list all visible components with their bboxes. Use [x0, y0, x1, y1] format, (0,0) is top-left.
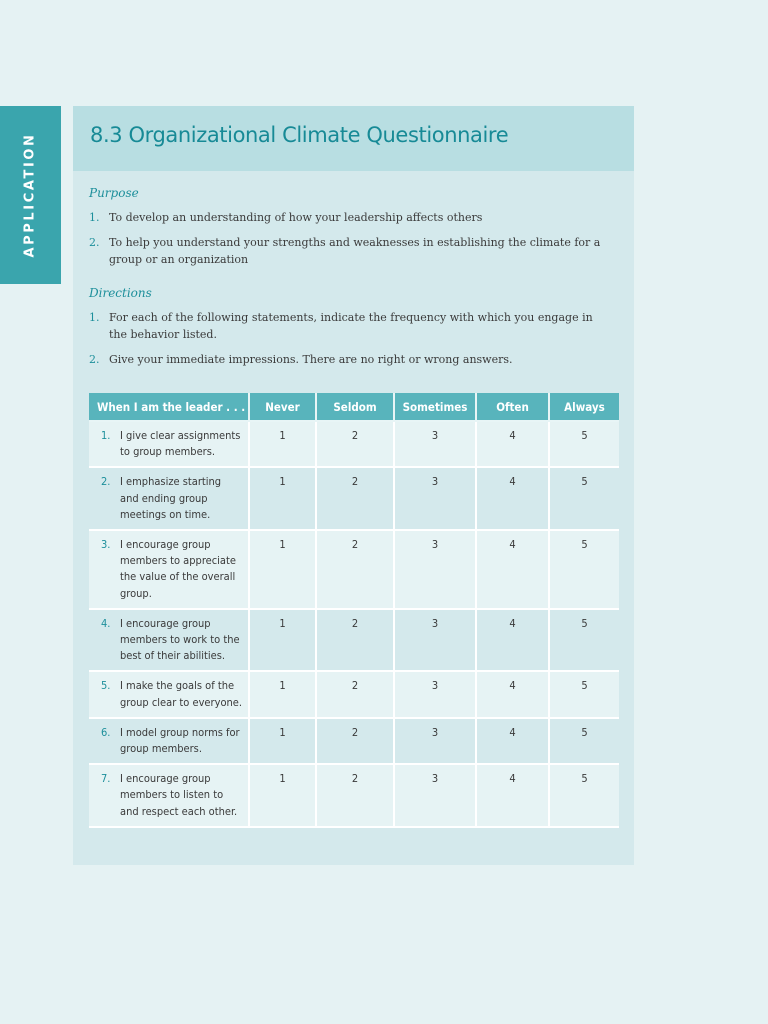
- score-often[interactable]: 4: [476, 671, 549, 717]
- score-never[interactable]: 1: [249, 671, 316, 717]
- score-seldom[interactable]: 2: [316, 421, 394, 467]
- score-sometimes[interactable]: 3: [394, 764, 476, 827]
- column-header-seldom: Seldom: [316, 393, 394, 421]
- score-often[interactable]: 4: [476, 421, 549, 467]
- table-row: [89, 467, 619, 530]
- purpose-item-number: 2.: [89, 236, 100, 249]
- column-header-statement: When I am the leader . . .: [89, 393, 249, 421]
- score-seldom[interactable]: 2: [316, 530, 394, 609]
- directions-item: [89, 309, 609, 343]
- questionnaire-table: [89, 393, 619, 828]
- score-never[interactable]: 1: [249, 764, 316, 827]
- side-tab-label: APPLICATION: [22, 132, 38, 258]
- statement-number: 6.: [101, 725, 111, 739]
- statement-number: 4.: [101, 616, 111, 630]
- score-always[interactable]: 5: [549, 421, 619, 467]
- column-header-sometimes: Sometimes: [394, 393, 476, 421]
- score-sometimes[interactable]: 3: [394, 467, 476, 530]
- statement-text: I encourage group members to work to the best of their abilities.: [120, 616, 240, 663]
- purpose-list: [89, 209, 609, 276]
- score-seldom[interactable]: 2: [316, 671, 394, 717]
- purpose-item-text: To help you understand your strengths and weaknesses in establishing the climate for a group or an organization: [109, 236, 601, 266]
- purpose-heading: Purpose: [89, 186, 139, 200]
- directions-heading: Directions: [89, 286, 152, 300]
- statement-text: I give clear assignments to group members.: [120, 429, 241, 459]
- score-always[interactable]: 5: [549, 764, 619, 827]
- directions-item-number: 1.: [89, 311, 100, 324]
- directions-list: [89, 309, 609, 376]
- statement-cell: [89, 671, 249, 717]
- table-row: [89, 671, 619, 717]
- score-never[interactable]: 1: [249, 718, 316, 764]
- statement-cell: [89, 421, 249, 467]
- score-often[interactable]: 4: [476, 718, 549, 764]
- score-never[interactable]: 1: [249, 421, 316, 467]
- statement-text: I model group norms for group members.: [120, 725, 240, 756]
- score-often[interactable]: 4: [476, 530, 549, 609]
- score-always[interactable]: 5: [549, 530, 619, 609]
- directions-item-text: Give your immediate impressions. There are no right or wrong answers.: [109, 353, 513, 366]
- score-never[interactable]: 1: [249, 467, 316, 530]
- directions-item-number: 2.: [89, 353, 100, 366]
- score-always[interactable]: 5: [549, 467, 619, 530]
- statement-cell: [89, 718, 249, 764]
- statement-cell: [89, 609, 249, 672]
- table-row: [89, 718, 619, 764]
- column-header-always: Always: [549, 393, 619, 421]
- score-never[interactable]: 1: [249, 530, 316, 609]
- page-title: 8.3 Organizational Climate Questionnaire: [90, 123, 509, 147]
- score-seldom[interactable]: 2: [316, 764, 394, 827]
- statement-number: 7.: [101, 772, 111, 786]
- purpose-item-text: To develop an understanding of how your leadership affects others: [109, 211, 483, 224]
- purpose-item-number: 1.: [89, 211, 100, 224]
- score-often[interactable]: 4: [476, 467, 549, 530]
- score-sometimes[interactable]: 3: [394, 530, 476, 609]
- purpose-item: [89, 234, 609, 268]
- score-sometimes[interactable]: 3: [394, 671, 476, 717]
- directions-item: [89, 351, 609, 368]
- statement-number: 3.: [101, 538, 111, 552]
- statement-number: 1.: [101, 429, 111, 442]
- score-always[interactable]: 5: [549, 718, 619, 764]
- statement-cell: [89, 467, 249, 530]
- table-row: [89, 764, 619, 827]
- column-header-never: Never: [249, 393, 316, 421]
- statement-cell: [89, 764, 249, 827]
- statement-text: I encourage group members to listen to and respect each other.: [120, 772, 238, 818]
- table-row: [89, 609, 619, 672]
- score-sometimes[interactable]: 3: [394, 718, 476, 764]
- score-always[interactable]: 5: [549, 671, 619, 717]
- panel-header: [73, 106, 634, 171]
- score-often[interactable]: 4: [476, 764, 549, 827]
- statement-number: 5.: [101, 679, 111, 693]
- score-never[interactable]: 1: [249, 609, 316, 672]
- questionnaire-panel: [73, 106, 634, 865]
- statement-number: 2.: [101, 475, 111, 489]
- table-row: [89, 421, 619, 467]
- statement-cell: [89, 530, 249, 609]
- score-always[interactable]: 5: [549, 609, 619, 672]
- score-seldom[interactable]: 2: [316, 609, 394, 672]
- score-sometimes[interactable]: 3: [394, 609, 476, 672]
- score-seldom[interactable]: 2: [316, 718, 394, 764]
- directions-item-text: For each of the following statements, indicate the frequency with which you engage in the behavior listed.: [109, 311, 593, 341]
- table-header-row: [89, 393, 619, 421]
- purpose-item: [89, 209, 609, 226]
- column-header-often: Often: [476, 393, 549, 421]
- statement-text: I make the goals of the group clear to everyone.: [120, 679, 243, 709]
- score-sometimes[interactable]: 3: [394, 421, 476, 467]
- statement-text: I encourage group members to appreciate the value of the overall group.: [120, 538, 236, 600]
- score-seldom[interactable]: 2: [316, 467, 394, 530]
- score-often[interactable]: 4: [476, 609, 549, 672]
- statement-text: I emphasize starting and ending group meetings on time.: [120, 475, 222, 521]
- table-row: [89, 530, 619, 609]
- section-side-tab: [0, 106, 61, 284]
